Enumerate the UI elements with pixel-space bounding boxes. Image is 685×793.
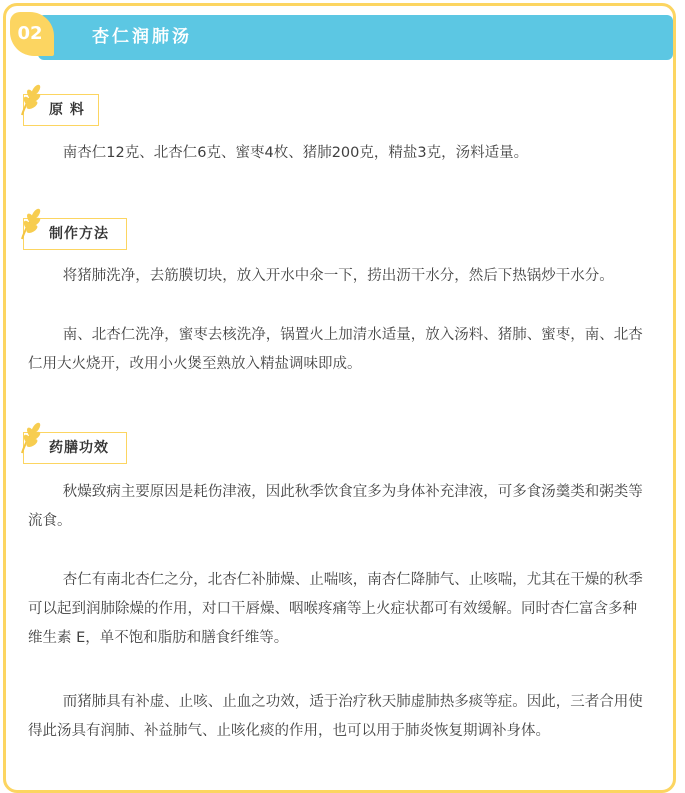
label-efficacy-text: 药膳功效 [49,440,109,456]
wheat-icon [16,82,46,116]
section-number: 02 [17,23,43,44]
method-text-2: 南、北杏仁洗净，蜜枣去核洗净，锅置火上加清水适量，放入汤料、猪肺、蜜枣，南、北杏仁用大火烧开，改用小火煲至熟放入精盐调味即成。 [28,327,643,372]
efficacy-text-2: 杏仁有南北杏仁之分，北杏仁补肺燥、止喘咳，南杏仁降肺气、止咳喘，尤其在干燥的秋季可以起到润肺除燥的作用，对口干唇燥、咽喉疼痛等上火症状都可有效缓解。同时杏仁富含多种维生素 E，单不饱和脂肪和膳食纤维等。 [28,572,643,646]
label-method-text: 制作方法 [49,226,109,242]
ingredients-text: 南杏仁12克、北杏仁6克、蜜枣4枚、猪肺200克，精盐3克，汤料适量。 [62,145,529,161]
section-number-tab [10,12,54,56]
section-banner [38,15,673,60]
wheat-icon [16,206,46,240]
card-frame [3,3,676,793]
efficacy-text-3: 而猪肺具有补虚、止咳、止血之功效，适于治疗秋天肺虚肺热多痰等症。因此，三者合用使得此汤具有润肺、补益肺气、止咳化痰的作用，也可以用于肺炎恢复期调补身体。 [28,694,643,739]
efficacy-text-1: 秋燥致病主要原因是耗伤津液，因此秋季饮食宜多为身体补充津液，可多食汤羹类和粥类等流食。 [28,484,643,529]
label-ingredients-text: 原 料 [49,102,85,118]
method-text-1: 将猪肺洗净，去筋膜切块，放入开水中氽一下，捞出沥干水分，然后下热锅炒干水分。 [62,268,614,284]
section-title: 杏仁润肺汤 [92,27,192,47]
wheat-icon [16,420,46,454]
